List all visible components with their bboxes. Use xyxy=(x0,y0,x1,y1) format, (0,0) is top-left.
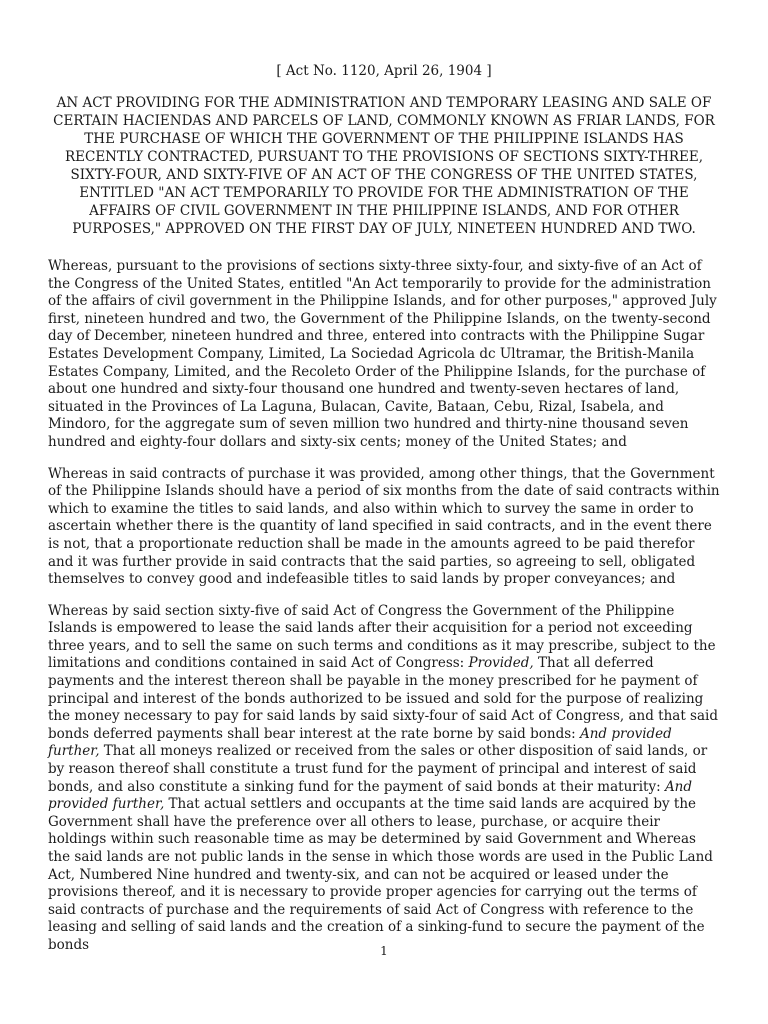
paragraph-3-text-1: Whereas by said section sixty-five of said Act of Congress the Government of the Philippine Islands is empowered to lease the said lands after their acquisition for a period not exceeding three years, and to sell the same on such terms and conditions as it may prescribe, subject to the limitations and conditions contained in said Act of Congress: xyxy=(48,602,716,672)
paragraph-3-text-4: That actual settlers and occupants at the time said lands are acquired by the Government shall have the preference over all others to lease, purchase, or acquire their holdings within such reasonable time as may be determined by said Government and Whereas the said lands are not public lands in the sense in which those words are used in the Public Land Act, Numbered Nine hundred and twenty-six, and can not be acquired or leased under the provisions thereof, and it is necessary to provide proper agencies for carrying out the terms of said contracts of purchase and the requirements of said Act of Congress with reference to the leasing and selling of said lands and the creation of a sinking-fund to secure the payment of the bonds xyxy=(48,796,713,953)
paragraph-3-italic-3: And provided further, xyxy=(48,778,693,813)
page-number: 1 xyxy=(380,944,388,958)
paragraph-2: Whereas in said contracts of purchase it was provided, among other things, that the Government of the Philippine Islands should have a period of six months from the date of said contracts within which to examine the titles to said lands, and also within which to survey the same in order to ascertain whether there is the quantity of land specified in said contracts, and in the event there is not, that a proportionate reduction shall be made in the amounts agreed to be paid therefor and it was further provide in said contracts that the said parties, so agreeing to sell, obligated themselves to convey good and indefeasible titles to said lands by proper conveyances; and xyxy=(48,465,720,588)
paragraph-1: Whereas, pursuant to the provisions of sections sixty-three sixty-four, and sixty-five of an Act of the Congress of the United States, entitled "An Act temporarily to provide for the administration of the affairs of civil government in the Philippine Islands, and for other purposes," approved July first, nineteen hundred and two, the Government of the Philippine Islands, on the twenty-second day of December, nineteen hundred and three, entered into contracts with the Philippine Sugar Estates Development Company, Limited, La Sociedad Agricola dc Ultramar, the British-Manila Estates Company, Limited, and the Recoleto Order of the Philippine Islands, for the purchase of about one hundred and sixty-four thousand one hundred and twenty-seven hectares of land, situated in the Provinces of La Laguna, Bulacan, Cavite, Bataan, Cebu, Rizal, Isabela, and Mindoro, for the aggregate sum of seven million two hundred and thirty-nine thousand seven hundred and eighty-four dollars and sixty-six cents; money of the United States; and xyxy=(48,258,717,450)
document-page xyxy=(48,62,720,969)
paragraph-3-text-3: That all moneys realized or received from the sales or other disposition of said lands, or by reason thereof shall constitute a trust fund for the payment of principal and interest of said bonds, and also constitute a sinking fund for the payment of said bonds at their maturity: xyxy=(48,743,708,795)
paragraph-3-italic-1: Provided, xyxy=(468,655,534,672)
act-header: [ Act No. 1120, April 26, 1904 ] xyxy=(276,63,492,79)
paragraph-3-text-2: That all deferred payments and the interest thereon shall be payable in the money prescribed for he payment of principal and interest of the bonds authorized to be issued and sold for the purpose of realizing the money necessary to pay for said lands by said sixty-four of said Act of Congress, and that said bonds deferred payments shall bear interest at the rate borne by said bonds: xyxy=(48,655,718,742)
paragraph-3 xyxy=(48,603,720,955)
paragraph-3-italic-2: And provided further, xyxy=(48,725,672,760)
act-title: AN ACT PROVIDING FOR THE ADMINISTRATION AND TEMPORARY LEASING AND SALE OF CERTAIN HACIENDAS AND PARCELS OF LAND, COMMONLY KNOWN AS FRIAR LANDS, FOR THE PURCHASE OF WHICH THE GOVERNMENT OF THE PHILIPPINE ISLANDS HAS RECENTLY CONTRACTED, PURSUANT TO THE PROVISIONS OF SECTIONS SIXTY-THREE, SIXTY-FOUR, AND SIXTY-FIVE OF AN ACT OF THE CONGRESS OF THE UNITED STATES, ENTITLED "AN ACT TEMPORARILY TO PROVIDE FOR THE ADMINISTRATION OF THE AFFAIRS OF CIVIL GOVERNMENT IN THE PHILIPPINE ISLANDS, AND FOR OTHER PURPOSES," APPROVED ON THE FIRST DAY OF JULY, NINETEEN HUNDRED AND TWO. xyxy=(53,95,715,237)
